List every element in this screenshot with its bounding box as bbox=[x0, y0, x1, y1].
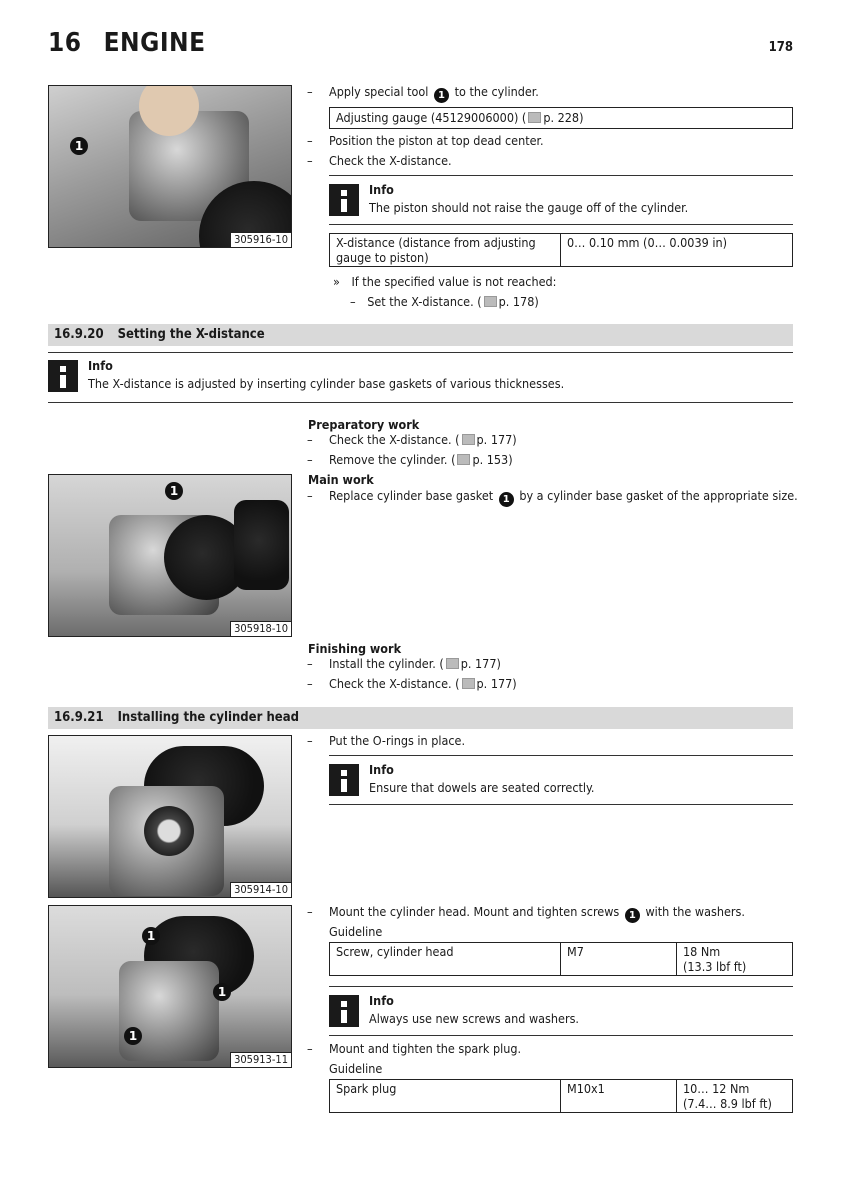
prep-step: – Check the X-distance. ( p. 177) bbox=[307, 432, 517, 447]
info-icon bbox=[329, 764, 359, 796]
marker-1: 1 bbox=[124, 1027, 142, 1045]
photo-code: 305914-10 bbox=[230, 882, 291, 897]
step-spark-plug: – Mount and tighten the spark plug. bbox=[307, 1041, 522, 1056]
heading-finishing: Finishing work bbox=[308, 641, 402, 656]
photo-code: 305918-10 bbox=[230, 621, 291, 636]
heading-preparatory: Preparatory work bbox=[308, 417, 420, 432]
guideline-label: Guideline bbox=[329, 924, 383, 939]
book-icon bbox=[484, 296, 497, 307]
marker-1: 1 bbox=[70, 137, 88, 155]
photo-code: 305916-10 bbox=[230, 232, 291, 247]
finish-step: – Check the X-distance. ( p. 177) bbox=[307, 676, 517, 691]
photo-cylinder-head bbox=[48, 905, 292, 1068]
marker-1: 1 bbox=[142, 927, 160, 945]
chapter-heading bbox=[48, 28, 206, 58]
info-block: Info The piston should not raise the gauge off of the cylinder. bbox=[329, 175, 793, 225]
guideline-label: Guideline bbox=[329, 1061, 383, 1076]
marker-1: 1 bbox=[165, 482, 183, 500]
step-o-rings: – Put the O-rings in place. bbox=[307, 733, 466, 748]
step-apply-tool: – Apply special tool 1 to the cylinder. bbox=[307, 84, 539, 101]
photo-o-rings bbox=[48, 735, 292, 898]
section-heading: 16.9.21 Installing the cylinder head bbox=[48, 707, 793, 729]
book-icon bbox=[462, 678, 475, 689]
marker-inline: 1 bbox=[434, 88, 449, 103]
book-icon bbox=[457, 454, 470, 465]
photo-special-tool bbox=[48, 85, 292, 248]
step-check-x-distance: – Check the X-distance. bbox=[307, 153, 452, 168]
finish-step: – Install the cylinder. ( p. 177) bbox=[307, 656, 501, 671]
info-icon bbox=[329, 184, 359, 216]
info-block: Info The X-distance is adjusted by inserting cylinder base gaskets of various thicknesses. bbox=[48, 352, 793, 403]
info-block: Info Always use new screws and washers. bbox=[329, 986, 793, 1036]
photo-code: 305913-11 bbox=[230, 1052, 291, 1067]
condition-action: – Set the X-distance. ( p. 178) bbox=[350, 294, 539, 309]
heading-main-work: Main work bbox=[308, 472, 374, 487]
chapter-title: ENGINE bbox=[103, 28, 206, 58]
book-icon bbox=[446, 658, 459, 669]
step-top-dead-center: – Position the piston at top dead center. bbox=[307, 133, 544, 148]
section-heading: 16.9.20 Setting the X-distance bbox=[48, 324, 793, 346]
chapter-number: 16 bbox=[48, 28, 82, 58]
marker-1: 1 bbox=[213, 983, 231, 1001]
prep-step: – Remove the cylinder. ( p. 153) bbox=[307, 452, 513, 467]
info-block: Info Ensure that dowels are seated correctly. bbox=[329, 755, 793, 805]
page-number: 178 bbox=[768, 40, 793, 55]
book-icon bbox=[462, 434, 475, 445]
torque-table-spark-plug: Spark plug M10x1 10… 12 Nm (7.4… 8.9 lbf ft) bbox=[329, 1079, 793, 1113]
condition: » If the specified value is not reached: bbox=[333, 274, 557, 289]
special-tool-box: Adjusting gauge (45129006000) ( p. 228) bbox=[329, 107, 793, 129]
book-icon bbox=[528, 112, 541, 123]
step-mount-head: – Mount the cylinder head. Mount and tighten screws 1 with the washers. bbox=[307, 904, 745, 921]
main-step: – Replace cylinder base gasket 1 by a cylinder base gasket of the appropriate size. bbox=[307, 488, 798, 505]
spec-table-x-distance: X-distance (distance from adjusting gauge to piston) 0… 0.10 mm (0… 0.0039 in) bbox=[329, 233, 793, 267]
info-icon bbox=[329, 995, 359, 1027]
torque-table-cylinder-head: Screw, cylinder head M7 18 Nm (13.3 lbf ft) bbox=[329, 942, 793, 976]
info-icon bbox=[48, 360, 78, 392]
marker-inline: 1 bbox=[625, 908, 640, 923]
marker-inline: 1 bbox=[499, 492, 514, 507]
